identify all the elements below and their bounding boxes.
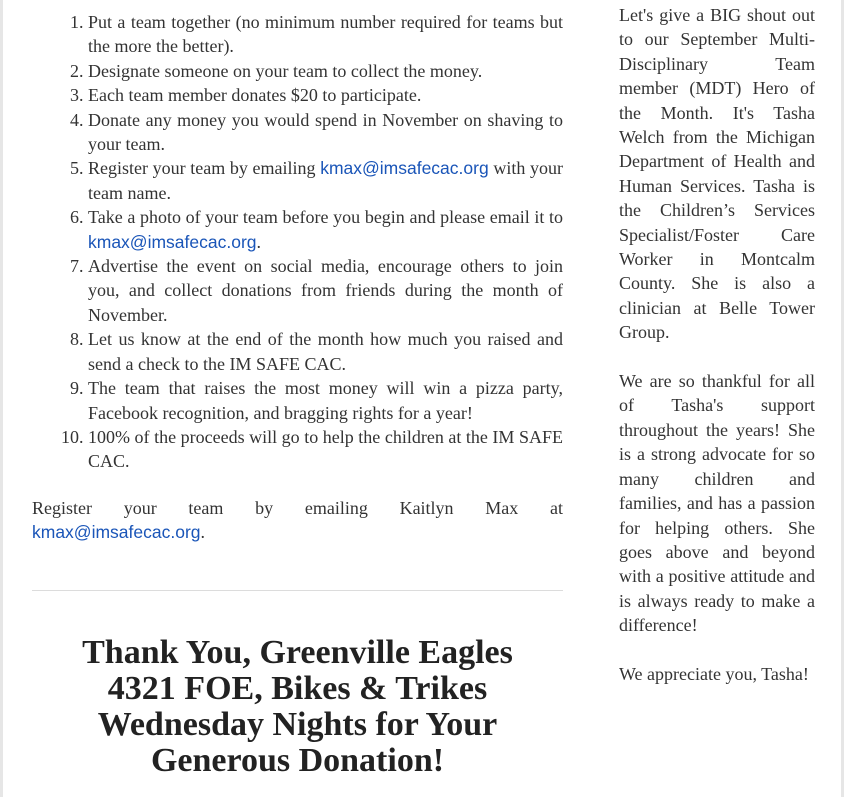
email-link[interactable]: kmax@imsafecac.org — [320, 158, 489, 179]
thank-you-heading — [32, 635, 563, 779]
step-text: Advertise the event on social media, encourage others to join you, and collect donations from friends during the month of November. — [88, 256, 563, 325]
register-text: Register your team by emailing Kaitlyn Max at — [32, 497, 563, 518]
mdt-hero-column — [619, 3, 815, 686]
step-item — [88, 10, 563, 59]
step-item — [88, 59, 563, 83]
step-text: Designate someone on your team to collect the money. — [88, 60, 483, 81]
register-email-link[interactable]: kmax@imsafecac.org — [32, 522, 201, 543]
hero-closing-paragraph: We appreciate you, Tasha! — [619, 663, 809, 684]
participation-steps — [32, 10, 563, 474]
step-text: . — [256, 231, 262, 252]
step-text: Let us know at the end of the month how much you raised and send a check to the IM SAFE CAC. — [88, 329, 563, 374]
left-edge — [0, 0, 3, 797]
hero-thanks-paragraph: We are so thankful for all of Tasha's support throughout the years! She is a strong advocate for so many children and families, and has a passion for helping others. She goes above and beyond with a positive attitude and is always ready to make a difference! — [619, 371, 815, 636]
thanks-line: Generous Donation! — [150, 741, 445, 779]
step-text: Register your team by emailing — [88, 158, 321, 179]
step-item — [88, 205, 563, 254]
step-text: Each team member donates $20 to participate. — [88, 85, 422, 106]
thanks-line: Thank You, Greenville Eagles — [82, 633, 513, 671]
step-item — [88, 156, 563, 205]
step-item — [88, 327, 563, 376]
thanks-line: 4321 FOE, Bikes & Trikes — [107, 669, 488, 707]
register-period: . — [200, 522, 206, 543]
step-item — [88, 108, 563, 157]
thanks-line: Wednesday Nights for Your — [97, 705, 498, 743]
step-text: Take a photo of your team before you begin and please email it to — [88, 207, 563, 228]
step-text: 100% of the proceeds will go to help the children at the IM SAFE CAC. — [88, 426, 563, 472]
step-item — [88, 425, 563, 474]
step-text: The team that raises the most money will win a pizza party, Facebook recognition, and bragging rights for a year! — [88, 378, 563, 423]
step-text: Put a team together (no minimum number required for teams but the more the better). — [88, 12, 563, 57]
main-column — [32, 0, 563, 779]
section-divider — [32, 590, 563, 591]
step-item — [88, 254, 563, 327]
register-paragraph — [32, 496, 563, 545]
step-item — [88, 376, 563, 425]
step-text: with your team name. — [88, 158, 563, 203]
hero-intro-paragraph: Let's give a BIG shout out to our September Multi-Disciplinary Team member (MDT) Hero of the Month. It's Tasha Welch from the Michigan Department of Health and Human Services. Tasha is the Children’s Services Specialist/Foster Care Worker in Montcalm County. She is also a clinician at Belle Tower Group. — [619, 5, 815, 343]
email-link[interactable]: kmax@imsafecac.org — [88, 231, 257, 252]
step-text: Donate any money you would spend in November on shaving to your team. — [88, 109, 563, 155]
step-item — [88, 83, 563, 107]
